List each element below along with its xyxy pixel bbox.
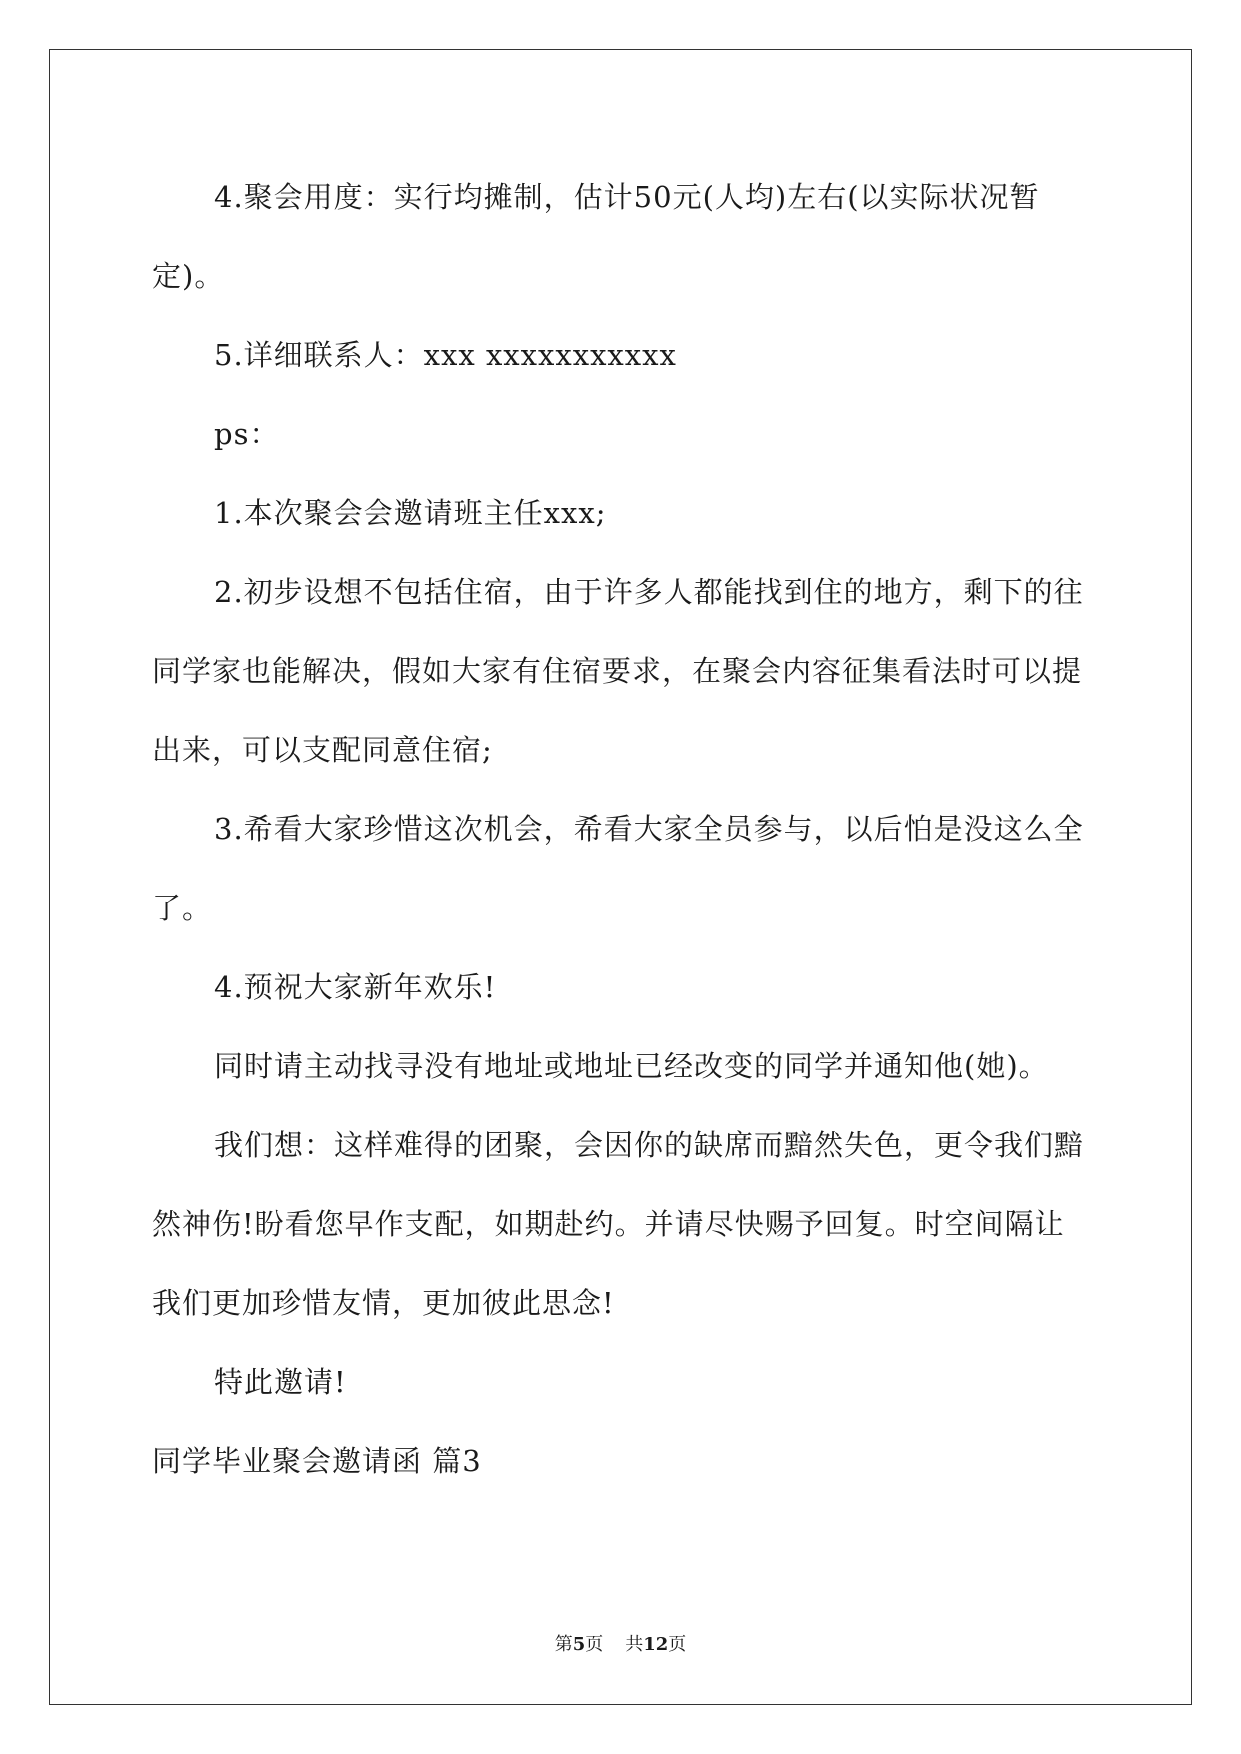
paragraph-contact: 5.详细联系人：xxx xxxxxxxxxxx (214, 338, 677, 372)
footer-page-number: 5 (572, 1634, 586, 1655)
paragraph-notify: 同时请主动找寻没有地址或地址已经改变的同学并通知他(她)。 (214, 1049, 1049, 1083)
page-footer (0, 1630, 1241, 1656)
footer-total-pages: 12 (643, 1634, 669, 1655)
section-heading: 同学毕业聚会邀请函 篇3 (152, 1444, 482, 1478)
footer-total-prefix: 共 (625, 1634, 644, 1655)
footer-page-suffix: 页 (585, 1634, 604, 1655)
paragraph-closing: 我们想：这样难得的团聚，会因你的缺席而黯然失色，更令我们黯然神伤!盼看您早作支配，如期赴约。并请尽快赐予回复。时空间隔让我们更加珍惜友情，更加彼此思念! (152, 1128, 1085, 1320)
paragraph-ps-item-4: 4.预祝大家新年欢乐! (214, 970, 497, 1004)
paragraph-ps: ps： (214, 417, 280, 451)
paragraph-ps-item-1: 1.本次聚会会邀请班主任xxx; (214, 496, 607, 530)
paragraph-invitation: 特此邀请! (214, 1365, 347, 1399)
document-body (152, 158, 1092, 1501)
paragraph-ps-item-2: 2.初步设想不包括住宿，由于许多人都能找到住的地方，剩下的往同学家也能解决，假如大家有住宿要求，在聚会内容征集看法时可以提出来，可以支配同意住宿; (152, 575, 1084, 767)
footer-page-prefix: 第 (554, 1634, 573, 1655)
paragraph-expenses: 4.聚会用度：实行均摊制，估计50元(人均)左右(以实际状况暂定)。 (152, 180, 1040, 293)
footer-total-suffix: 页 (668, 1634, 687, 1655)
paragraph-ps-item-3: 3.希看大家珍惜这次机会，希看大家全员参与，以后怕是没这么全了。 (152, 812, 1084, 925)
